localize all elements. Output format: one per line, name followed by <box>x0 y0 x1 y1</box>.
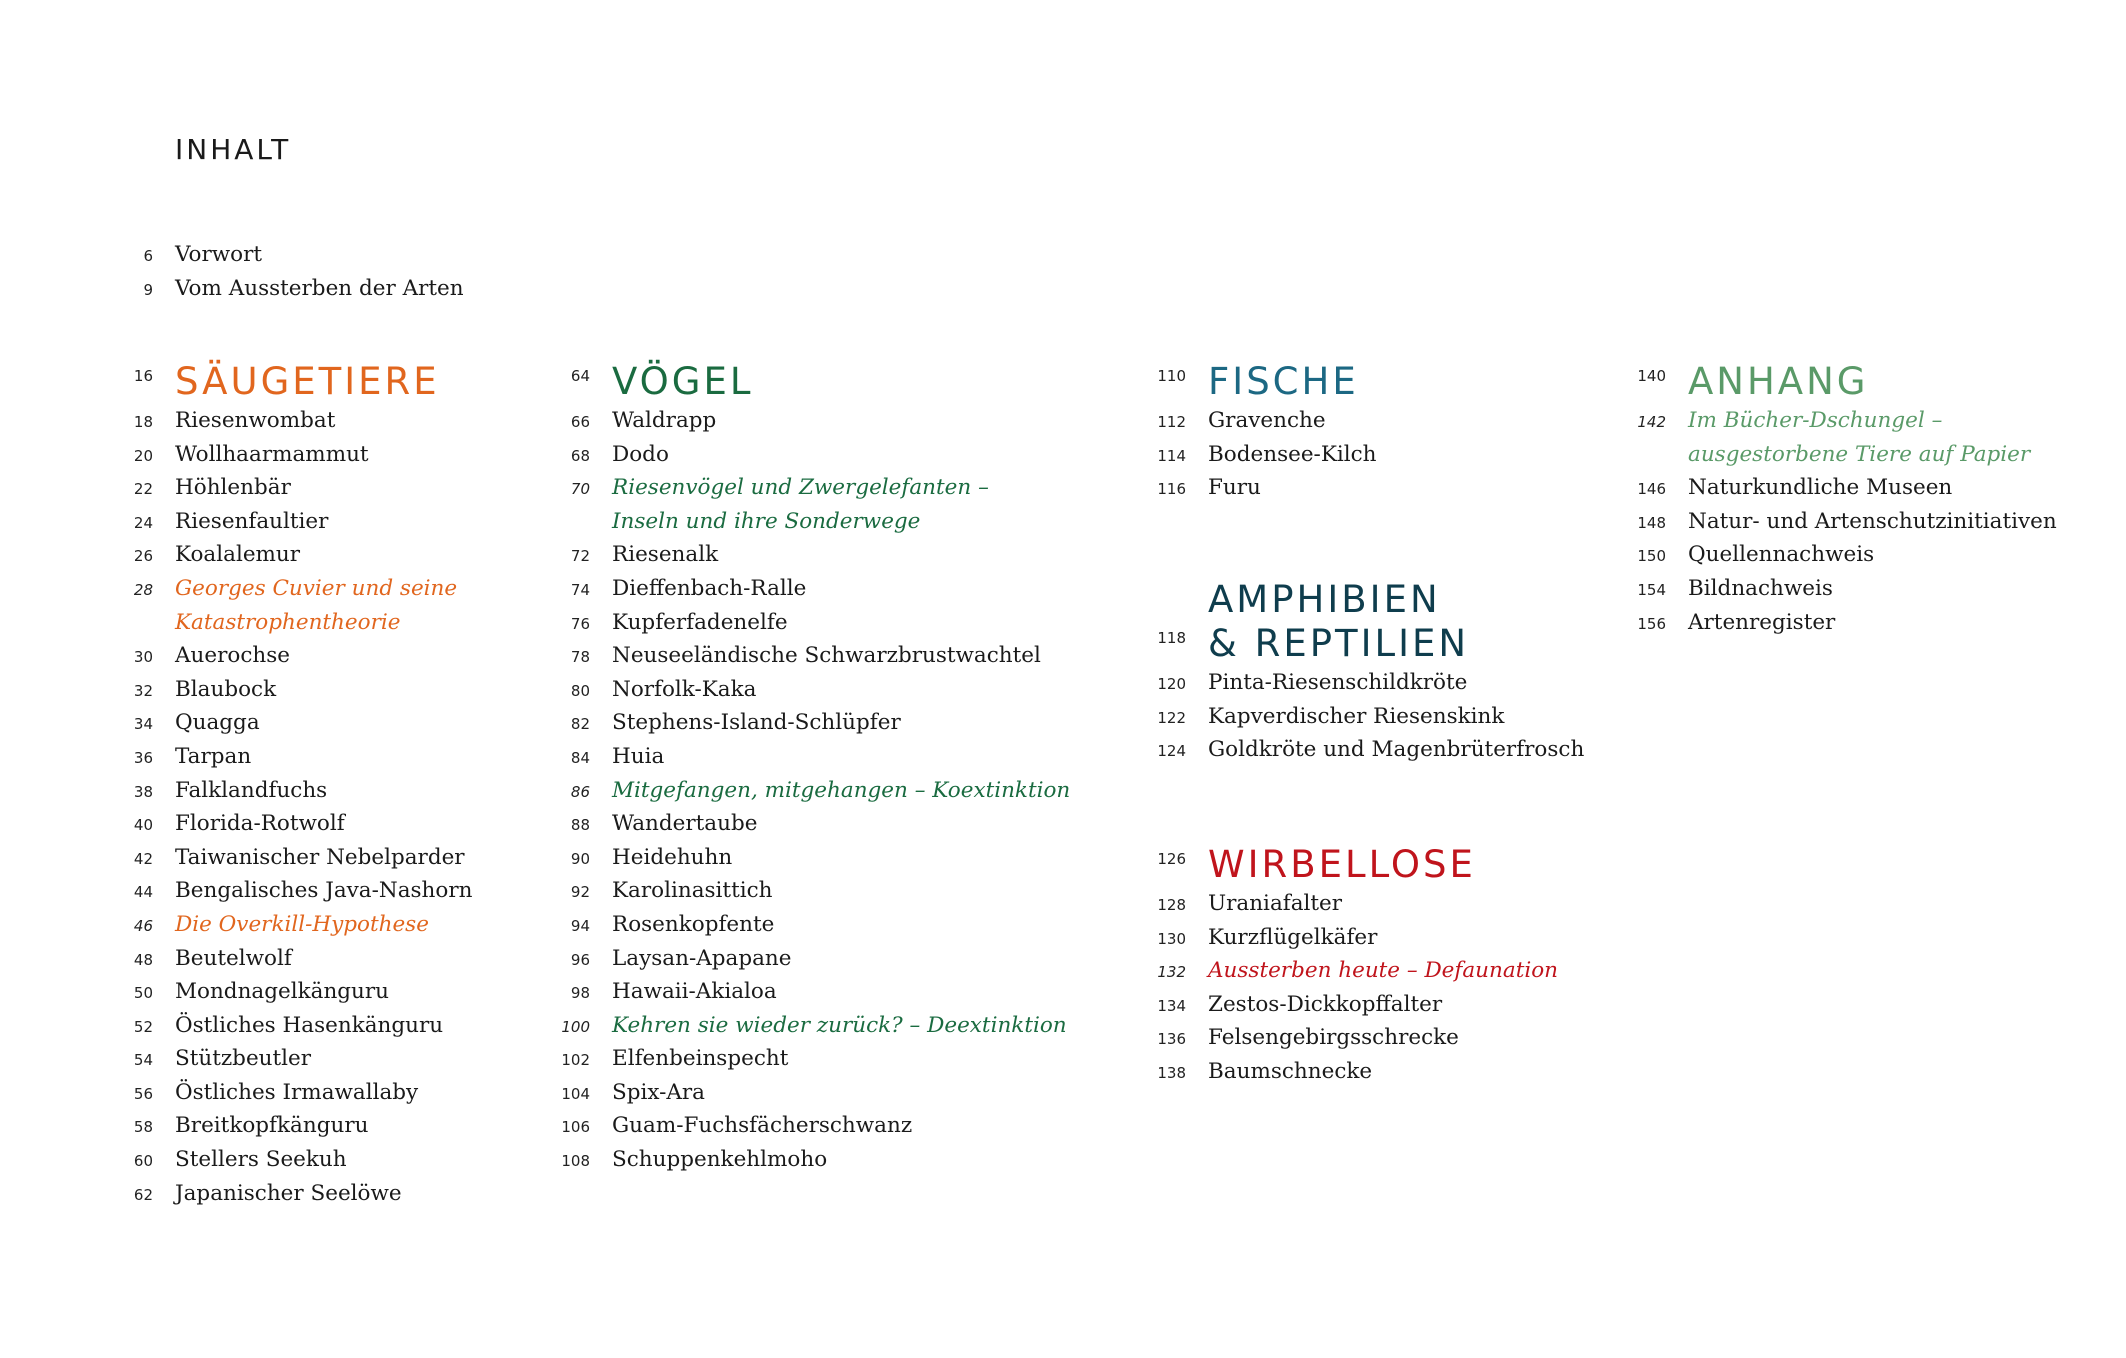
page-number: 148 <box>1637 513 1666 532</box>
entry-title: Norfolk-Kaka <box>612 676 757 702</box>
page-number: 20 <box>133 446 153 465</box>
entry-list <box>561 404 1071 1177</box>
entry-list <box>1637 404 2057 639</box>
entry-title: Höhlenbär <box>175 475 291 501</box>
entry-title: ausgestorbene Tiere auf Papier <box>1688 441 2031 467</box>
entry-list <box>133 404 473 1210</box>
entry-title: Gravenche <box>1208 408 1326 433</box>
page-number: 86 <box>570 782 590 801</box>
toc-entry[interactable] <box>143 272 464 306</box>
page-number: 46 <box>133 916 153 935</box>
entry-title: Mitgefangen, mitgehangen – Koextinktion <box>612 777 1071 803</box>
page-number: 30 <box>133 648 153 667</box>
entry-title: Stellers Seekuh <box>175 1147 347 1173</box>
toc-entry[interactable] <box>1157 733 1585 767</box>
section-saeugetiere <box>133 360 473 1210</box>
page-number: 28 <box>133 580 153 599</box>
toc-entry[interactable] <box>133 975 472 1009</box>
entry-title: Felsengebirgsschrecke <box>1208 1025 1459 1051</box>
page-number: 122 <box>1157 708 1186 727</box>
entry-title: Stephens-Island-Schlüpfer <box>612 710 901 736</box>
page-number: 136 <box>1157 1030 1186 1049</box>
toc-entry[interactable] <box>570 639 1070 673</box>
entry-title: Riesenalk <box>612 542 719 568</box>
page-number: 106 <box>561 1118 590 1137</box>
toc-entry[interactable] <box>1157 887 1558 921</box>
page-number: 118 <box>1157 629 1186 647</box>
page-number: 96 <box>570 950 590 969</box>
entry-title: Tarpan <box>175 743 252 769</box>
page-number: 116 <box>1157 480 1186 499</box>
toc-entry[interactable] <box>561 1076 1070 1110</box>
section-fische <box>1157 360 1377 505</box>
page-number: 68 <box>570 446 590 465</box>
toc-entry[interactable] <box>133 1009 472 1043</box>
entry-title: Kehren sie wieder zurück? – Deextinktion <box>612 1012 1067 1038</box>
toc-entry[interactable] <box>133 740 472 774</box>
entry-title: Rosenkopfente <box>612 911 775 937</box>
page-number: 9 <box>143 280 153 299</box>
entry-title: Katastrophentheorie <box>175 609 401 635</box>
entry-title: Kurzflügelkäfer <box>1208 924 1378 950</box>
toc-entry[interactable] <box>561 1042 1070 1076</box>
entry-title: Furu <box>1208 475 1261 501</box>
toc-entry[interactable] <box>133 1042 472 1076</box>
entry-title: Neuseeländische Schwarzbrustwachtel <box>612 643 1041 669</box>
toc-entry[interactable] <box>133 1109 472 1143</box>
toc-entry[interactable] <box>1637 505 2057 539</box>
toc-entry[interactable] <box>133 874 473 908</box>
toc-entry[interactable] <box>133 673 472 707</box>
entry-list <box>1157 887 1559 1089</box>
toc-entry[interactable] <box>570 807 1070 841</box>
entry-title: Wandertaube <box>612 811 758 837</box>
toc-entry[interactable] <box>1688 438 2057 472</box>
toc-entry[interactable] <box>1157 404 1377 438</box>
entry-title: Laysan-Apapane <box>612 945 792 971</box>
page-number: 22 <box>133 480 153 499</box>
entry-title: Blaubock <box>175 676 277 702</box>
entry-title: Zestos-Dickkopffalter <box>1208 991 1443 1017</box>
toc-entry[interactable] <box>143 238 464 272</box>
toc-entry[interactable] <box>1157 988 1558 1022</box>
entry-title: Elfenbeinspecht <box>612 1046 789 1072</box>
toc-entry[interactable] <box>133 471 472 505</box>
page-number: 104 <box>561 1084 590 1103</box>
entry-title: Huia <box>612 743 665 769</box>
page-number: 80 <box>570 681 590 700</box>
section-amphibien-reptilien <box>1157 578 1585 767</box>
page-number: 56 <box>133 1084 153 1103</box>
section-anhang <box>1637 360 2057 639</box>
toc-entry[interactable] <box>570 471 1070 505</box>
page-number: 142 <box>1637 413 1666 431</box>
entry-title: Goldkröte und Magenbrüterfrosch <box>1208 737 1585 763</box>
toc-entry[interactable] <box>133 841 472 875</box>
toc-entry[interactable] <box>1157 1021 1558 1055</box>
toc-entry[interactable] <box>133 538 472 572</box>
toc-entry[interactable] <box>1157 954 1559 988</box>
page-number: 26 <box>133 547 153 566</box>
toc-entry[interactable] <box>561 1109 1070 1143</box>
page-number: 66 <box>570 413 590 431</box>
section-heading[interactable]: 140 ANHANG <box>1688 360 2057 404</box>
toc-entry[interactable] <box>612 505 1070 539</box>
entry-title: Stützbeutler <box>175 1046 312 1072</box>
entry-title: Vom Aussterben der Arten <box>175 275 464 301</box>
page-number: 60 <box>133 1152 153 1171</box>
toc-entry[interactable] <box>133 438 472 472</box>
toc-entry[interactable] <box>1157 921 1558 955</box>
entry-title: Breitkopfkänguru <box>175 1113 369 1139</box>
entry-title: Falklandfuchs <box>175 777 328 803</box>
page-number: 128 <box>1157 896 1186 914</box>
toc-entry[interactable] <box>570 942 1070 976</box>
toc-entry[interactable] <box>133 1076 472 1110</box>
page-number: 32 <box>133 681 153 700</box>
entry-title: Japanischer Seelöwe <box>175 1180 402 1206</box>
page-number: 54 <box>133 1051 153 1070</box>
page-number: 84 <box>570 748 590 767</box>
entry-title: Taiwanischer Nebelparder <box>175 844 465 870</box>
entry-title: Uraniafalter <box>1208 891 1343 916</box>
page-number: 52 <box>133 1017 153 1036</box>
page-title: INHALT <box>175 133 292 166</box>
page-number: 150 <box>1637 547 1666 566</box>
toc-entry[interactable] <box>133 505 472 539</box>
toc-entry[interactable] <box>570 740 1070 774</box>
toc-entry[interactable] <box>570 404 1070 438</box>
entry-title: Dieffenbach-Ralle <box>612 575 807 601</box>
toc-entry[interactable] <box>1157 438 1377 472</box>
toc-entry[interactable] <box>570 606 1070 640</box>
entry-title: Bildnachweis <box>1688 575 1833 601</box>
entry-title: Vorwort <box>175 242 263 267</box>
entry-title: Bengalisches Java-Nashorn <box>175 878 473 904</box>
toc-entry[interactable] <box>570 908 1070 942</box>
page-number: 138 <box>1157 1063 1186 1082</box>
toc-entry[interactable] <box>1637 404 2057 438</box>
page-number: 140 <box>1637 367 1666 385</box>
entry-title: Riesenvögel und Zwergelefanten – <box>612 475 989 501</box>
page-number: 48 <box>133 950 153 969</box>
entry-title: Riesenfaultier <box>175 508 329 534</box>
page-number: 112 <box>1157 413 1186 431</box>
entry-title: Beutelwolf <box>175 945 292 971</box>
toc-entry[interactable] <box>133 942 472 976</box>
section-wirbellose <box>1157 843 1559 1089</box>
page-number: 78 <box>570 648 590 667</box>
page-number: 50 <box>133 984 153 1003</box>
entry-title: Guam-Fuchsfächerschwanz <box>612 1113 913 1139</box>
entry-title: Quagga <box>175 710 260 736</box>
page-number: 70 <box>570 480 590 499</box>
toc-entry[interactable] <box>1157 666 1584 700</box>
entry-title: Hawaii-Akialoa <box>612 979 777 1005</box>
entry-title: Baumschnecke <box>1208 1058 1373 1084</box>
section-heading[interactable]: 16 SÄUGETIERE <box>175 360 472 404</box>
toc-entry[interactable] <box>133 404 472 438</box>
page-number: 76 <box>570 614 590 633</box>
toc-entry[interactable] <box>1637 471 2057 505</box>
page-number: 146 <box>1637 480 1666 499</box>
page-number: 114 <box>1157 446 1186 465</box>
toc-entry[interactable] <box>561 1009 1070 1043</box>
page-number: 100 <box>561 1017 590 1036</box>
page-number: 34 <box>133 715 153 734</box>
page-number: 24 <box>133 513 153 532</box>
entry-title: Heidehuhn <box>612 844 733 870</box>
toc-entry[interactable] <box>570 874 1070 908</box>
entry-title: Kupferfadenelfe <box>612 609 788 635</box>
toc-entry[interactable] <box>133 1177 472 1211</box>
entry-title: Mondnagelkänguru <box>175 979 390 1005</box>
toc-entry[interactable] <box>1157 1055 1558 1089</box>
page-number: 36 <box>133 748 153 767</box>
page-number: 154 <box>1637 580 1666 599</box>
toc-entry[interactable] <box>133 1143 472 1177</box>
page-number: 90 <box>570 849 590 868</box>
toc-entry[interactable] <box>133 706 472 740</box>
toc-entry[interactable] <box>133 807 472 841</box>
entry-title: Wollhaarmammut <box>175 441 369 467</box>
page-number: 62 <box>133 1185 153 1204</box>
section-heading[interactable]: AMPHIBIEN & REPTILIEN 118 <box>1157 578 1470 665</box>
entry-title: Aussterben heute – Defaunation <box>1208 958 1559 984</box>
page-number: 110 <box>1157 367 1186 385</box>
page-number: 40 <box>133 816 153 835</box>
page-number: 6 <box>143 247 153 265</box>
toc-entry[interactable] <box>570 774 1071 808</box>
entry-title: Auerochse <box>175 643 290 669</box>
entry-title: Inseln und ihre Sonderwege <box>612 508 921 534</box>
page-number: 98 <box>570 984 590 1003</box>
toc-entry[interactable] <box>570 841 1070 875</box>
entry-title: Im Bücher-Dschungel – <box>1688 408 1943 433</box>
entry-title: Koalalemur <box>175 542 301 568</box>
toc-entry[interactable] <box>133 908 472 942</box>
toc-entry[interactable] <box>570 438 1070 472</box>
entry-list <box>1157 666 1585 767</box>
page-number: 134 <box>1157 996 1186 1015</box>
page-number: 130 <box>1157 929 1186 948</box>
entry-title: Die Overkill-Hypothese <box>175 911 429 937</box>
entry-title: Östliches Irmawallaby <box>175 1079 419 1105</box>
page-number: 64 <box>570 367 590 385</box>
page-number: 18 <box>133 413 153 431</box>
page-number: 42 <box>133 849 153 868</box>
toc-entry[interactable] <box>133 774 472 808</box>
page-number: 156 <box>1637 614 1666 633</box>
page-number: 102 <box>561 1051 590 1070</box>
entry-title: Natur- und Artenschutzinitiativen <box>1688 508 2057 534</box>
entry-title: Quellennachweis <box>1688 542 1875 568</box>
entry-title: Riesenwombat <box>175 408 336 433</box>
page-number: 132 <box>1157 963 1186 982</box>
toc-entry[interactable] <box>1157 700 1584 734</box>
page-number: 74 <box>570 580 590 599</box>
page-number: 16 <box>133 367 153 385</box>
toc-entry[interactable] <box>1157 471 1377 505</box>
entry-title: Dodo <box>612 441 669 467</box>
page-number: 82 <box>570 715 590 734</box>
entry-title: Östliches Hasenkänguru <box>175 1012 444 1038</box>
toc-entry[interactable] <box>570 673 1070 707</box>
toc-entry[interactable] <box>1637 572 2057 606</box>
section-heading[interactable]: 126 WIRBELLOSE <box>1208 843 1558 887</box>
toc-entry[interactable] <box>133 639 472 673</box>
page-number: 120 <box>1157 675 1186 693</box>
section-voegel <box>561 360 1071 1177</box>
page-number: 92 <box>570 883 590 902</box>
toc-entry[interactable] <box>570 706 1070 740</box>
toc-entry[interactable] <box>175 606 472 640</box>
entry-title: Florida-Rotwolf <box>175 811 345 837</box>
section-heading[interactable]: 64 VÖGEL <box>612 360 1070 404</box>
intro-list <box>143 238 464 305</box>
toc-entry[interactable] <box>570 572 1070 606</box>
entry-list <box>1157 404 1377 505</box>
entry-title: Naturkundliche Museen <box>1688 475 1953 501</box>
section-heading[interactable]: 110 FISCHE <box>1208 360 1377 404</box>
toc-entry[interactable] <box>561 1143 1070 1177</box>
entry-title: Bodensee-Kilch <box>1208 441 1377 467</box>
toc-entry[interactable] <box>570 538 1070 572</box>
page-number: 44 <box>133 883 153 902</box>
page-number: 94 <box>570 916 590 935</box>
entry-title: Georges Cuvier und seine <box>175 575 458 601</box>
entry-title: Pinta-Riesenschildkröte <box>1208 670 1468 695</box>
page-number: 88 <box>570 816 590 835</box>
page-number: 126 <box>1157 850 1186 868</box>
toc-entry[interactable] <box>133 572 472 606</box>
page-number: 72 <box>570 547 590 566</box>
entry-title: Artenregister <box>1688 609 1836 635</box>
page-number: 108 <box>561 1152 590 1171</box>
entry-title: Spix-Ara <box>612 1079 706 1105</box>
page-number: 124 <box>1157 742 1186 761</box>
toc-entry[interactable] <box>1637 538 2057 572</box>
entry-title: Waldrapp <box>612 408 717 433</box>
toc-entry[interactable] <box>570 975 1070 1009</box>
page-number: 58 <box>133 1118 153 1137</box>
toc-entry[interactable] <box>1637 606 2057 640</box>
page-number: 38 <box>133 782 153 801</box>
entry-title: Karolinasittich <box>612 878 773 904</box>
entry-title: Kapverdischer Riesenskink <box>1208 703 1505 729</box>
entry-title: Schuppenkehlmoho <box>612 1147 828 1173</box>
